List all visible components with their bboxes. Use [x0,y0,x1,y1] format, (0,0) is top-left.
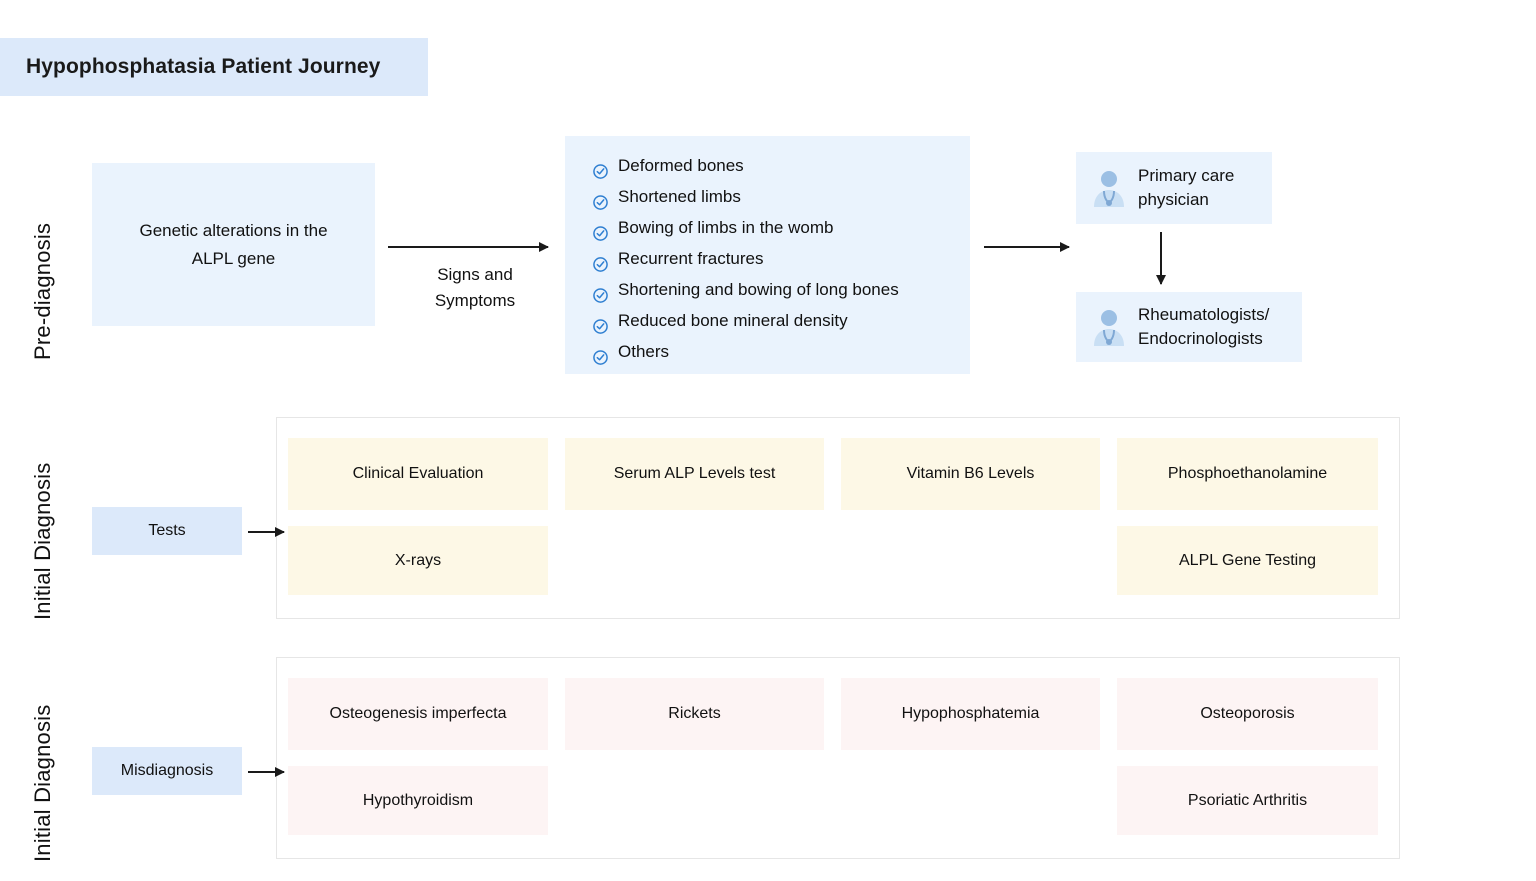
list-item [565,150,970,181]
test-cell: Phosphoethanolamine [1117,438,1378,510]
symptom-label: Others [618,342,670,361]
page-title: Hypophosphatasia Patient Journey [26,55,381,78]
check-circle-icon [593,282,608,297]
doctor-avatar-icon [1086,304,1132,350]
misdiagnosis-cell: Osteoporosis [1117,678,1378,750]
symptom-label: Reduced bone mineral density [618,311,848,330]
test-cell: Vitamin B6 Levels [841,438,1100,510]
symptoms-panel [565,136,970,374]
misdiagnosis-cell: Psoriatic Arthritis [1117,766,1378,835]
symptom-label: Deformed bones [618,156,744,175]
test-cell: Clinical Evaluation [288,438,548,510]
misdiagnosis-cell: Osteogenesis imperfecta [288,678,548,750]
symptom-label: Bowing of limbs in the womb [618,218,834,237]
signs-and-symptoms-label: Signs and Symptoms [434,265,516,310]
specialists-label: Rheumatologists/ Endocrinologists [1138,304,1270,348]
check-circle-icon [593,251,608,266]
check-circle-icon [593,313,608,328]
test-cell: Serum ALP Levels test [565,438,824,510]
test-cell: X-rays [288,526,548,595]
arrow-to-tests [248,531,284,533]
list-item [565,243,970,274]
check-circle-icon [593,189,608,204]
specialists-box [1076,292,1302,362]
row-label-initial-diagnosis-misdiagnosis: Initial Diagnosis [30,704,55,862]
primary-care-physician-box [1076,152,1272,224]
symptom-label: Shortened limbs [618,187,741,206]
symptom-label: Shortening and bowing of long bones [618,280,899,299]
misdiagnosis-cell: Rickets [565,678,824,750]
check-circle-icon [593,220,608,235]
test-cell: ALPL Gene Testing [1117,526,1378,595]
check-circle-icon [593,158,608,173]
list-item [565,336,970,367]
genetic-cause-box: Genetic alterations in the ALPL gene [92,163,375,326]
doctor-avatar-icon [1086,165,1132,211]
symptom-label: Recurrent fractures [618,249,764,268]
primary-care-physician-label: Primary care physician [1138,165,1235,209]
misdiagnosis-cell: Hypophosphatemia [841,678,1100,750]
arrow-pcp-to-specialists [1160,232,1162,284]
row-label-pre-diagnosis: Pre-diagnosis [30,222,55,360]
misdiagnosis-tag: Misdiagnosis [92,747,242,795]
list-item [565,305,970,336]
arrow-symptoms-to-physician [984,246,1069,248]
arrow-cause-to-symptoms [388,246,548,248]
list-item [565,212,970,243]
tests-tag: Tests [92,507,242,555]
misdiagnosis-cell: Hypothyroidism [288,766,548,835]
check-circle-icon [593,344,608,359]
list-item [565,274,970,305]
arrow-to-misdiagnosis [248,771,284,773]
page-title-banner [0,38,428,96]
list-item [565,181,970,212]
row-label-initial-diagnosis-tests: Initial Diagnosis [30,462,55,620]
